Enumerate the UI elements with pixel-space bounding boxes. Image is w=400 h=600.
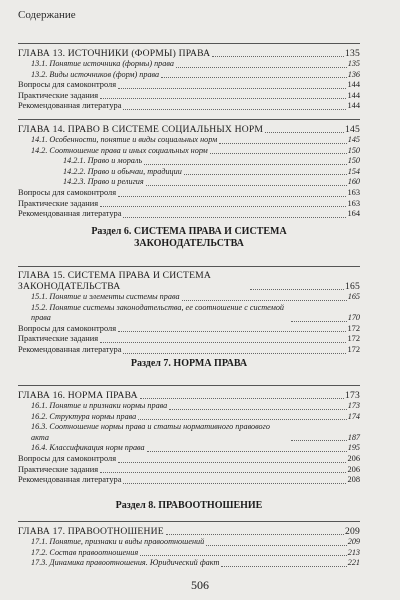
chapter-title: ГЛАВА 15. СИСТЕМА ПРАВА И СИСТЕМА ЗАКОНОДАТЕЛЬСТВА 165	[18, 266, 360, 292]
chapter-title: ГЛАВА 14. ПРАВО В СИСТЕМЕ СОЦИАЛЬНЫХ НОРМ 145	[18, 119, 360, 135]
toc-entry: 14.2.1. Право и мораль 150	[63, 156, 360, 166]
toc-entry: Рекомендованная литература 164	[18, 209, 360, 219]
toc-entry: 13.1. Понятие источника (формы) права 135	[31, 59, 360, 68]
section-8-heading: Раздел 8. ПРАВООТНОШЕНИЕ	[115, 500, 263, 511]
toc-entry: Рекомендованная литература 208	[18, 475, 360, 485]
chapter-title: ГЛАВА 17. ПРАВООТНОШЕНИЕ 209	[18, 521, 360, 537]
toc-entry: 17.2. Состав правоотношения 213	[31, 547, 360, 557]
toc-entry: 14.1. Особенности, понятие и виды социальных норм 145	[31, 135, 360, 144]
toc-entry: Практические задания 206	[18, 464, 360, 474]
toc-entry: Вопросы для самоконтроля 163	[18, 187, 360, 197]
chapter-17	[18, 521, 360, 569]
toc-entry: 13.2. Виды источников (форм) права 136	[31, 69, 360, 79]
page-number: 506	[191, 578, 209, 592]
chapter-title: ГЛАВА 13. ИСТОЧНИКИ (ФОРМЫ) ПРАВА 135	[18, 43, 360, 59]
toc-entry: 14.2.3. Право и религия 160	[63, 177, 360, 187]
toc-entry: 14.2.2. Право и обычаи, традиции 154	[63, 166, 360, 176]
chapter-13	[18, 43, 360, 112]
chapter-title: ГЛАВА 16. НОРМА ПРАВА 173	[18, 385, 360, 401]
toc-entry: 14.2. Соотношение права и иных социальных норм 150	[31, 145, 360, 155]
toc-entry: Вопросы для самоконтроля 144	[18, 80, 360, 90]
toc-entry: 16.1. Понятие и признаки нормы права 173	[31, 401, 360, 410]
chapter-15	[18, 266, 360, 356]
running-head: Содержание	[18, 9, 76, 21]
toc-entry: 15.1. Понятие и элементы системы права 165	[31, 292, 360, 301]
toc-entry: Вопросы для самоконтроля 206	[18, 453, 360, 463]
toc-entry: Рекомендованная литература 144	[18, 101, 360, 111]
toc-entry: 17.3. Динамика правоотношения. Юридический факт 221	[31, 558, 360, 568]
toc-entry: Рекомендованная литература 172	[18, 344, 360, 354]
toc-entry: 17.1. Понятие, признаки и виды правоотношений 209	[31, 537, 360, 546]
toc-entry: Практические задания 163	[18, 198, 360, 208]
toc-entry: Вопросы для самоконтроля 172	[18, 323, 360, 333]
toc-entry: Практические задания 144	[18, 90, 360, 100]
toc-entry: 15.2. Понятие системы законодательства, ее соотношение с системой права 170	[31, 302, 360, 323]
section-7-heading: Раздел 7. НОРМА ПРАВА	[130, 358, 248, 369]
section-6-heading: Раздел 6. СИСТЕМА ПРАВА И СИСТЕМА ЗАКОНОДАТЕЛЬСТВА	[91, 226, 287, 249]
toc-entry: 16.4. Классификация норм права 195	[31, 443, 360, 453]
chapter-14	[18, 119, 360, 220]
toc-entry: Практические задания 172	[18, 334, 360, 344]
chapter-16	[18, 385, 360, 486]
toc-entry: 16.2. Структура нормы права 174	[31, 411, 360, 421]
toc-entry: 16.3. Соотношение нормы права и статьи нормативного правового акта 187	[31, 422, 360, 442]
